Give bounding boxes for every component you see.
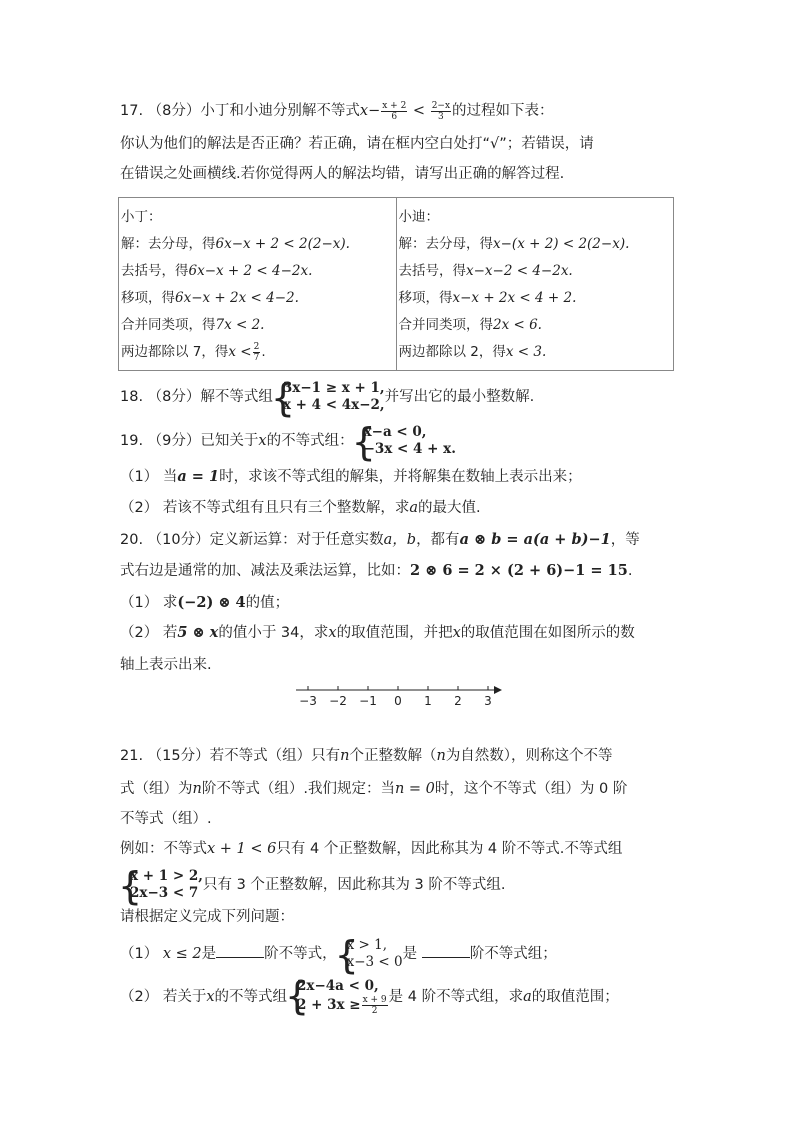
q19-head: 19. （9分）已知关于 — [120, 433, 259, 449]
left-row-label: 解：去分母，得 — [121, 236, 216, 252]
left-row-label: 移项，得 — [121, 290, 175, 306]
q21-part2 — [120, 978, 619, 1016]
q21-part1 — [120, 937, 557, 971]
q17-frac1-num: x + 2 — [382, 100, 407, 111]
right-row-math: x < 3. — [505, 344, 547, 360]
answer-blank[interactable] — [216, 943, 264, 958]
right-row-label: 去括号，得 — [398, 263, 466, 279]
q17-frac2-den: 3 — [437, 111, 444, 122]
q21-l2-mid: 阶不等式（组）.我们规定：当 — [201, 781, 395, 797]
left-row-math: 6x−x + 2 < 2(2−x). — [215, 236, 350, 252]
q20-vars: a，b — [383, 532, 417, 548]
q21-p2-var2: a — [523, 989, 532, 1005]
q17-tail: 的过程如下表： — [452, 103, 554, 119]
q21-l1-mid: 个正整数解（ — [349, 748, 437, 764]
left-row-last — [121, 339, 394, 366]
right-row — [399, 285, 672, 312]
solution-table — [118, 197, 674, 371]
q21-p1-sys-row: x−3 < 0 — [346, 954, 403, 970]
right-row — [399, 339, 672, 366]
q21-p2-sys-row: { 2x−4a < 0, — [297, 978, 379, 994]
q21-p1-pre: （1） — [120, 946, 159, 962]
q20-p2-post: 的取值范围在如图所示的数 — [460, 625, 635, 641]
q21-p2-post: 是 4 阶不等式组，求 — [388, 989, 524, 1005]
q21-l2-n: n — [192, 781, 202, 797]
q21-p2-sys2-a: 2 + 3x ≥ — [297, 997, 361, 1013]
q18-tail: 并写出它的最小整数解. — [384, 389, 535, 405]
q20-p2-mid: 的值小于 34，求 — [218, 625, 329, 641]
q17-frac1 — [381, 101, 407, 122]
q19-var: x — [258, 433, 267, 449]
q21-l2-math: n = 0 — [394, 781, 435, 797]
q21-line3: 不等式（组）. — [120, 811, 212, 827]
q21-line1 — [120, 745, 613, 767]
q17-line1 — [120, 100, 554, 122]
q21-p2-sys — [287, 978, 389, 1016]
q21-p2-frac-den: 2 — [371, 1006, 378, 1016]
q20-p1-pre: （1） 求 — [120, 595, 178, 611]
q21-p2-pre: （2） 若关于 — [120, 989, 207, 1005]
q19-sys-row: { x−a < 0, — [363, 424, 427, 440]
q20-line2-end: . — [627, 563, 633, 579]
q21-p1-sys-row: { x > 1, — [346, 937, 388, 953]
right-row-label: 移项，得 — [398, 290, 453, 306]
left-row — [121, 258, 394, 285]
q20-p1-math: (−2) ⊗ 4 — [177, 594, 246, 611]
q21-p2-frac-num: x + 9 — [362, 995, 387, 1005]
axis-tick-label: 1 — [424, 694, 432, 708]
right-row-math: x−x + 2x < 4 + 2. — [452, 290, 577, 306]
q17-line3: 在错误之处画横线.若你觉得两人的解法均错，请写出正确的解答过程. — [120, 166, 565, 182]
q18-system — [273, 380, 385, 414]
right-row-label: 两边都除以 2，得 — [398, 344, 506, 360]
number-line — [290, 682, 510, 710]
right-row-math: x−x−2 < 4−2x. — [466, 263, 573, 279]
q19-mid: 的不等式组： — [266, 433, 354, 449]
q20-mid: ，都有 — [416, 532, 460, 548]
left-row — [121, 312, 394, 339]
q19-system — [354, 424, 456, 458]
q21-p2-end: 的取值范围； — [531, 989, 619, 1005]
left-row-label: 合并同类项，得 — [121, 317, 216, 333]
q18-sys-row: { 3x−1 ≥ x + 1, — [282, 380, 385, 396]
q20-p2-mid2: 的取值范围，并把 — [336, 625, 453, 641]
axis-ticks — [299, 686, 492, 708]
q19-p1-pre: （1） 当 — [120, 469, 178, 485]
q20-p2-var: x — [328, 625, 337, 641]
axis-tick-label: −2 — [329, 694, 347, 708]
right-title: 小迪： — [398, 209, 439, 225]
q17-head: 17. （8分）小丁和小迪分别解不等式 — [120, 103, 360, 119]
q19-part2 — [120, 497, 481, 519]
q20-head: 20. （10分）定义新运算：对于任意实数 — [120, 532, 384, 548]
q17-frac2-num: 2−x — [431, 100, 451, 111]
left-last-num: 2 — [253, 341, 260, 352]
q21-p1-c: 是 — [402, 946, 418, 962]
q17-frac1-den: 6 — [391, 111, 398, 122]
right-row — [399, 231, 672, 258]
q21-p2-mid: 的不等式组 — [214, 989, 288, 1005]
q21-p1-b: 阶不等式， — [264, 946, 337, 962]
right-row-math: x−(x + 2) < 2(2−x). — [493, 236, 630, 252]
q21-p1-sys — [337, 937, 403, 971]
left-last-label: 两边都除以 7，得 — [121, 344, 229, 360]
q21-l1-pre: 21. （15分）若不等式（组）只有 — [120, 748, 341, 764]
solution-right-cell — [396, 198, 674, 371]
left-row — [121, 285, 394, 312]
right-row-math: 2x < 6. — [493, 317, 542, 333]
axis-tick-label: −3 — [299, 694, 317, 708]
left-row-math: 7x < 2. — [215, 317, 265, 333]
q21-line2 — [120, 778, 627, 800]
q21-p1-a: 是 — [201, 946, 217, 962]
q19-part1 — [120, 466, 582, 488]
q21-ex-sys-post: 只有 3 个正整数解，因此称其为 3 阶不等式组. — [202, 877, 506, 893]
left-last-den: 7 — [253, 352, 260, 363]
answer-blank[interactable] — [422, 943, 470, 958]
right-row-label: 合并同类项，得 — [398, 317, 493, 333]
left-row-label: 去括号，得 — [121, 263, 189, 279]
q21-p2-frac — [362, 995, 388, 1016]
q20-p2-var2: x — [452, 625, 461, 641]
q17-frac2 — [431, 101, 451, 122]
q19-line — [120, 424, 456, 458]
q20-part1 — [120, 592, 289, 614]
q21-example-system — [120, 868, 505, 902]
q21-l2-pre: 式（组）为 — [120, 781, 193, 797]
left-title: 小丁： — [121, 209, 162, 225]
q17-lt: < — [408, 103, 430, 119]
q19-p2-var: a — [409, 500, 418, 516]
q20-def: a ⊗ b = a(a + b)−1 — [459, 531, 611, 548]
q21-ex-pre: 例如：不等式 — [120, 841, 207, 857]
q19-p1-math: a = 1 — [177, 468, 220, 485]
q20-tail: ，等 — [610, 532, 640, 548]
q21-p1-math: x ≤ 2 — [162, 946, 202, 962]
q21-p2-var: x — [206, 989, 215, 1005]
q21-ex-sys-row: { x + 1 > 2, — [130, 868, 203, 884]
q21-ex-sys-row: 2x−3 < 7 — [130, 885, 199, 901]
q21-ex-sys — [120, 868, 203, 902]
q21-l1-n2: n — [436, 748, 446, 764]
axis-tick-label: 0 — [394, 694, 402, 708]
q19-sys-row: −3x < 4 + x. — [363, 441, 456, 457]
q19-p2-post: 的最大值. — [418, 500, 481, 516]
q21-l1-post: 为自然数），则称这个不等 — [445, 748, 613, 764]
q20-p2-math: 5 ⊗ x — [177, 624, 219, 641]
q20-line2 — [120, 560, 632, 582]
q21-l1-n: n — [340, 748, 350, 764]
q20-part2 — [120, 622, 635, 644]
q20-p1-post: 的值； — [245, 595, 290, 611]
left-row — [121, 231, 394, 258]
left-last-math: x < — [228, 344, 252, 360]
q21-ex-math: x + 1 < 6 — [207, 841, 277, 857]
q17-ineq-a: x− — [359, 103, 381, 119]
q21-l2-post: 时，这个不等式（组）为 0 阶 — [434, 781, 628, 797]
solution-left-cell — [119, 198, 397, 371]
q21-ex-post: 只有 4 个正整数解，因此称其为 4 阶不等式.不等式组 — [276, 841, 623, 857]
q21-prompt: 请根据定义完成下列问题： — [120, 909, 294, 925]
q20-p2-pre: （2） 若 — [120, 625, 178, 641]
left-row-math: 6x−x + 2 < 4−2x. — [188, 263, 313, 279]
axis-arrow-icon — [494, 686, 502, 694]
axis-tick-label: 2 — [454, 694, 462, 708]
q19-p1-post: 时，求该不等式组的解集，并将解集在数轴上表示出来； — [219, 469, 582, 485]
q17-line2: 你认为他们的解法是否正确？若正确，请在框内空白处打“√”；若错误，请 — [120, 136, 594, 152]
q18-line — [120, 380, 534, 414]
left-last-end: . — [261, 344, 266, 360]
axis-tick-label: 3 — [484, 694, 492, 708]
q20-line2-math: 2 ⊗ 6 = 2 × (2 + 6)−1 = 15 — [410, 562, 628, 579]
right-row — [399, 312, 672, 339]
q20-line1 — [120, 529, 640, 551]
q21-example — [120, 838, 622, 860]
left-row-math: 6x−x + 2x < 4−2. — [175, 290, 299, 306]
q19-p2-pre: （2） 若该不等式组有且只有三个整数解，求 — [120, 500, 410, 516]
axis-tick-label: −1 — [359, 694, 377, 708]
q18-sys-row: x + 4 < 4x−2, — [282, 397, 385, 413]
right-row-label: 解：去分母，得 — [398, 236, 493, 252]
q20-line2-pre: 式右边是通常的加、减法及乘法运算，比如： — [120, 563, 410, 579]
right-row — [399, 258, 672, 285]
q21-p1-d: 阶不等式组； — [469, 946, 557, 962]
q21-p2-sys-row — [297, 995, 389, 1016]
left-last-frac — [253, 342, 261, 363]
q20-part2-line2: 轴上表示出来. — [120, 657, 212, 673]
q18-head: 18. （8分）解不等式组 — [120, 389, 273, 405]
